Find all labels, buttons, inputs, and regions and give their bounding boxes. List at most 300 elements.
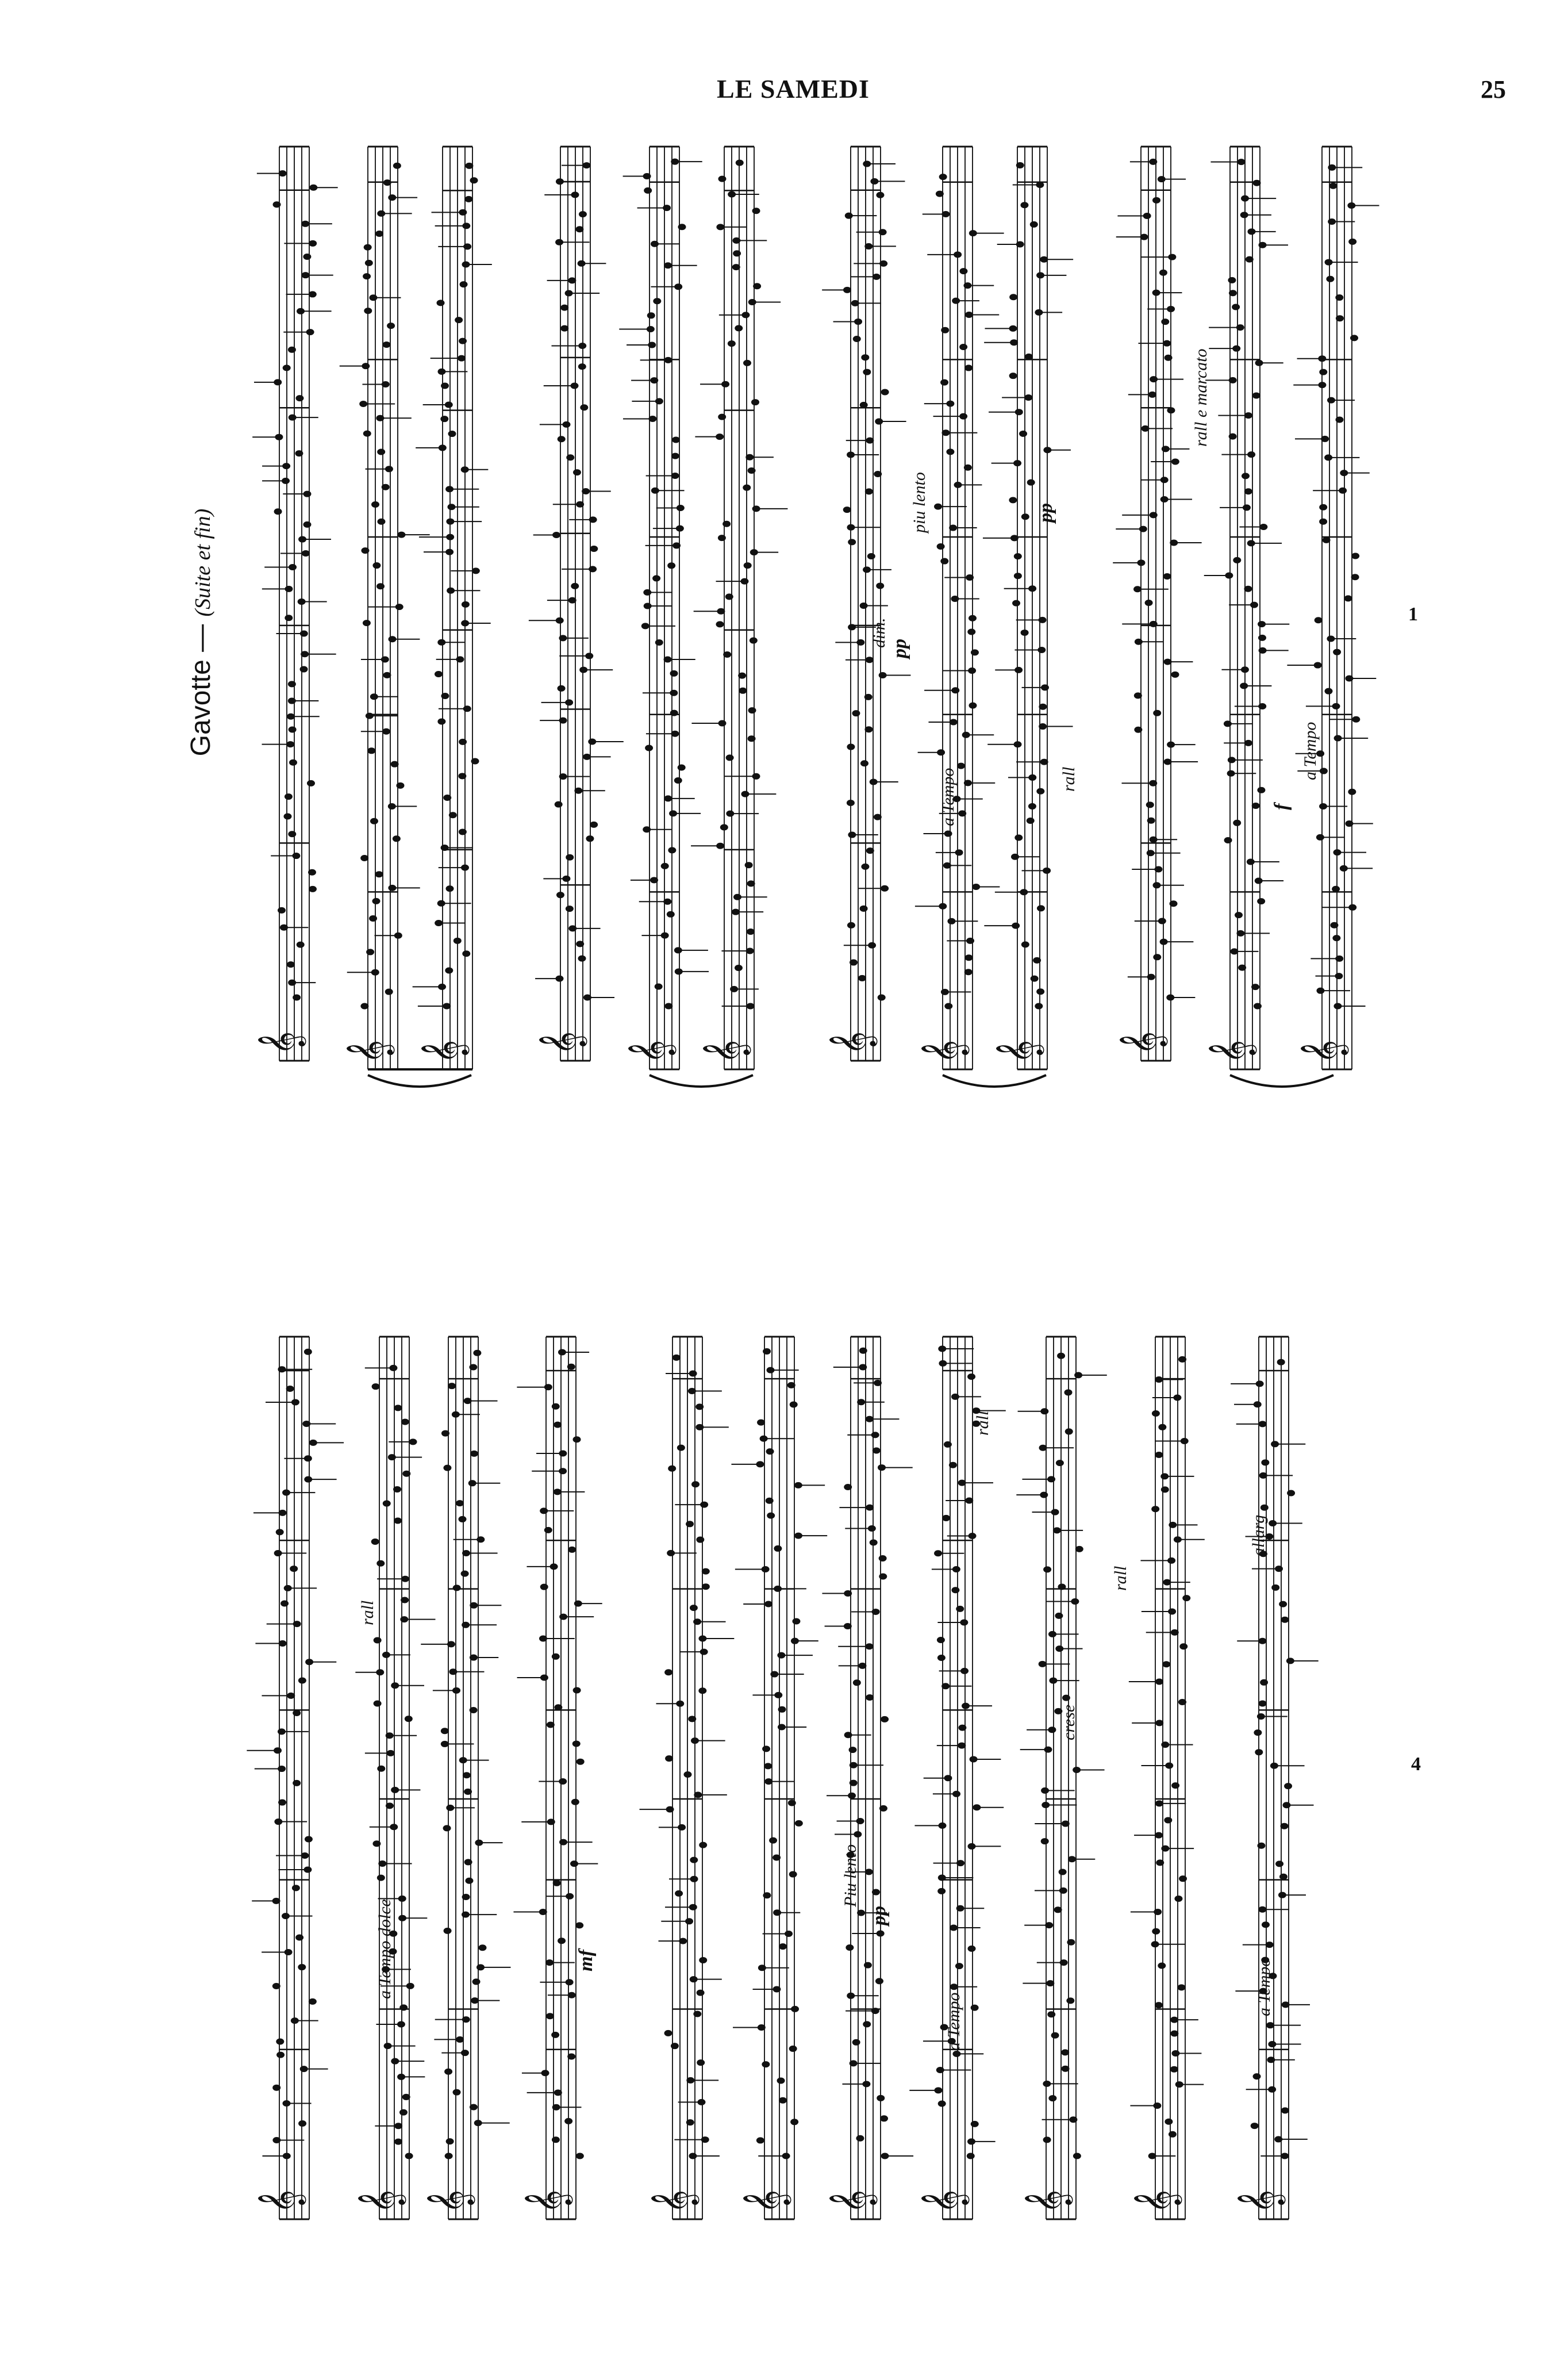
staff-top-4-1-note bbox=[735, 325, 743, 331]
staff-top-8-1-note bbox=[1351, 574, 1359, 580]
staff-bottom-8-note bbox=[955, 1963, 963, 1969]
staff-top-4-1-note bbox=[748, 467, 756, 474]
staff-bottom-9-note bbox=[1065, 1428, 1073, 1434]
staff-top-2-0-note bbox=[363, 620, 371, 626]
staff-bottom-10-note bbox=[1152, 1928, 1160, 1935]
staff-bottom-5-note bbox=[697, 2059, 705, 2066]
staff-top-8-0-note bbox=[1257, 898, 1265, 904]
staff-top-4-1-clef: 𝄞 bbox=[702, 1039, 749, 1064]
staff-top-5-note bbox=[876, 192, 884, 198]
staff-top-6-0-note bbox=[944, 1003, 952, 1010]
staff-top-6-1-note bbox=[1019, 431, 1027, 437]
staff-top-4-1-note bbox=[753, 283, 761, 289]
staff-top-8-1-note bbox=[1333, 649, 1341, 655]
staff-top-7-note bbox=[1134, 727, 1142, 733]
staff-top-8-0-note bbox=[1235, 912, 1243, 918]
staff-bottom-1-note bbox=[293, 1780, 301, 1786]
staff-top-4-0-note bbox=[661, 863, 669, 869]
staff-bottom-10-note bbox=[1165, 2119, 1173, 2125]
staff-top-6-0-note bbox=[957, 763, 965, 769]
staff-bottom-10-note bbox=[1151, 1506, 1159, 1512]
staff-bottom-8-clef: 𝄞 bbox=[920, 2189, 967, 2213]
staff-top-3-note bbox=[558, 685, 566, 692]
staff-top-5-note bbox=[847, 744, 855, 750]
staff-bottom-4-note bbox=[567, 1364, 575, 1370]
staff-bottom-3-note bbox=[456, 1500, 464, 1506]
staff-bottom-3-note bbox=[473, 1350, 481, 1356]
staff-top-3-note bbox=[575, 226, 583, 232]
staff-bottom-1-note bbox=[298, 1678, 306, 1684]
staff-bottom-6-note bbox=[762, 1745, 770, 1752]
staff-top-8-1-note bbox=[1319, 519, 1327, 525]
staff-top-4-1-note bbox=[720, 824, 728, 831]
staff-bottom-9-note bbox=[1059, 1869, 1067, 1875]
staff-bottom-11-note bbox=[1253, 2073, 1261, 2080]
staff-bottom-6-note bbox=[762, 2061, 770, 2067]
staff-top-1-note bbox=[288, 831, 296, 837]
staff-top-5-note bbox=[860, 402, 868, 408]
staff-bottom-4-note bbox=[572, 1740, 581, 1747]
staff-bottom-9-note bbox=[1056, 1460, 1064, 1466]
staff-top-6-1-note bbox=[1009, 373, 1017, 379]
staff-bottom-6-note bbox=[778, 1706, 786, 1713]
staff-bottom-5-note bbox=[688, 1716, 696, 1722]
staff-top-7-note bbox=[1171, 672, 1179, 678]
staff-top-2-1-note bbox=[448, 431, 456, 437]
staff-top-3-note bbox=[590, 546, 598, 552]
staff-bottom-8-note bbox=[937, 1655, 946, 1661]
staff-bottom-9-note bbox=[1051, 2032, 1059, 2039]
staff-bottom-4-note bbox=[567, 2053, 575, 2059]
staff-bottom-3-note bbox=[472, 1978, 481, 1985]
staff-top-4-1-note bbox=[726, 754, 734, 761]
staff-top-5-note bbox=[853, 336, 861, 342]
marking-rall-b3: rall bbox=[1111, 1566, 1130, 1591]
staff-top-8-1-note bbox=[1324, 688, 1332, 695]
staff-top-8-0-note bbox=[1233, 820, 1241, 826]
staff-top-6-1-note bbox=[1014, 573, 1022, 579]
staff-top-2-0-note bbox=[377, 519, 385, 525]
staff-top-8-1-note bbox=[1329, 183, 1337, 189]
staff-bottom-1-note bbox=[295, 1935, 303, 1941]
staff-bottom-6-note bbox=[769, 1837, 777, 1844]
staff-top-4-1-note bbox=[736, 160, 744, 166]
staff-bottom-2-note bbox=[372, 1840, 381, 1847]
staff-bottom-2-note bbox=[383, 1501, 391, 1507]
staff-bottom-9-note bbox=[1041, 1838, 1049, 1844]
staff-top-6-1-note bbox=[1030, 221, 1038, 228]
staff-top-4-1-note bbox=[752, 208, 760, 214]
staff-bottom-5-note bbox=[671, 2043, 679, 2049]
staff-top-6-1-note bbox=[1014, 835, 1023, 841]
staff-top-5-note bbox=[847, 922, 855, 929]
staff-bottom-4-note bbox=[546, 2013, 554, 2019]
staff-top-5-note bbox=[866, 847, 874, 854]
staff-bottom-7-note bbox=[856, 2135, 864, 2142]
staff-bottom-11-note bbox=[1275, 1860, 1283, 1867]
staff-top-7-note bbox=[1146, 801, 1154, 808]
brace-1 bbox=[650, 1075, 753, 1087]
staff-top-2-0-note bbox=[375, 871, 383, 877]
staff-top-4-0-note bbox=[678, 765, 686, 771]
staff-bottom-3-note bbox=[443, 1825, 451, 1831]
staff-bottom-11-note bbox=[1254, 1729, 1262, 1736]
staff-bottom-4-note bbox=[564, 2118, 572, 2124]
staff-top-8-1-clef: 𝄞 bbox=[1300, 1039, 1347, 1064]
staff-bottom-6-note bbox=[774, 1545, 782, 1552]
marking-allarg: allarg bbox=[1249, 1514, 1268, 1556]
staff-bottom-5-note bbox=[686, 1521, 694, 1527]
staff-top-2-0-note bbox=[376, 583, 385, 589]
staff-bottom-5-note bbox=[683, 1771, 691, 1778]
staff-top-5-note bbox=[863, 369, 871, 375]
staff-bottom-10-note bbox=[1152, 1410, 1160, 1417]
staff-bottom-4-note bbox=[571, 1799, 579, 1805]
staff-bottom-3-note bbox=[470, 1451, 478, 1457]
staff-top-7-note bbox=[1134, 692, 1142, 699]
staff-top-7-note bbox=[1152, 197, 1160, 204]
staff-top-3-note bbox=[576, 941, 584, 947]
staff-bottom-6-note bbox=[764, 1763, 772, 1769]
staff-bottom-2-note bbox=[402, 2094, 410, 2100]
staff-top-8-0-note bbox=[1252, 392, 1260, 398]
staff-bottom-6-note bbox=[763, 1348, 771, 1355]
staff-top-5-note bbox=[847, 800, 855, 806]
staff-top-6-1-note bbox=[1035, 1003, 1043, 1010]
staff-top-2-0-note bbox=[385, 989, 393, 995]
marking-pp-2: pp bbox=[1035, 503, 1056, 523]
staff-top-2-0-note bbox=[363, 273, 371, 279]
staff-bottom-2-note bbox=[399, 2109, 408, 2116]
staff-bottom-1-note bbox=[276, 2052, 285, 2058]
staff-bottom-10-note bbox=[1158, 1963, 1166, 1969]
staff-bottom-7-note bbox=[870, 1539, 878, 1545]
staff-bottom-5-note bbox=[698, 1687, 706, 1694]
staff-top-6-1-note bbox=[1031, 976, 1039, 982]
staff-bottom-4-note bbox=[558, 1938, 566, 1944]
staff-bottom-1-note bbox=[298, 2120, 306, 2127]
staff-top-6-1-clef: 𝄞 bbox=[995, 1039, 1042, 1064]
staff-bottom-2-note bbox=[393, 1486, 401, 1493]
staff-top-8-0-note bbox=[1244, 488, 1252, 494]
marking-a-tempo: a Tempo bbox=[939, 768, 958, 826]
staff-top-5-note bbox=[860, 906, 868, 912]
staff-bottom-10-note bbox=[1161, 1486, 1169, 1493]
staff-bottom-3-clef: 𝄞 bbox=[426, 2189, 473, 2213]
marking-rall-e-marcato: rall e marcato bbox=[1192, 348, 1210, 447]
staff-top-2-1-note bbox=[460, 281, 468, 287]
staff-top-8-0-note bbox=[1242, 473, 1250, 479]
staff-top-3-note bbox=[556, 892, 564, 898]
staff-top-7-clef: 𝄞 bbox=[1119, 1031, 1166, 1055]
staff-bottom-3-note bbox=[470, 2104, 478, 2110]
staff-bottom-3-note bbox=[463, 1772, 471, 1778]
staff-top-3-note bbox=[560, 305, 568, 311]
staff-bottom-9-note bbox=[1073, 2153, 1081, 2159]
staff-top-2-1-note bbox=[435, 671, 443, 677]
staff-top-2-0-note bbox=[383, 342, 391, 348]
staff-top-4-1-note bbox=[718, 414, 726, 420]
staff-bottom-1-note bbox=[276, 2039, 284, 2045]
staff-bottom-1-note bbox=[276, 1529, 284, 1535]
staff-bottom-9-note bbox=[1061, 2049, 1069, 2055]
staff-top-6-1-note bbox=[1016, 162, 1024, 168]
staff-top-1-note bbox=[293, 995, 301, 1001]
staff-bottom-9-note bbox=[1075, 1546, 1083, 1552]
staff-bottom-8-note bbox=[942, 1515, 950, 1521]
staff-top-6-1-note bbox=[1027, 479, 1035, 486]
staff-top-8-1-note bbox=[1315, 617, 1323, 623]
staff-top-6-1-note bbox=[1021, 630, 1029, 636]
staff-top-1-note bbox=[307, 780, 315, 787]
staff-top-5-note bbox=[843, 507, 851, 513]
staff-bottom-7-note bbox=[866, 1694, 874, 1701]
staff-bottom-11-note bbox=[1257, 1843, 1265, 1849]
staff-top-8-1-note bbox=[1319, 504, 1327, 511]
staff-bottom-10-note bbox=[1178, 1356, 1186, 1363]
staff-top-2-0-note bbox=[372, 562, 381, 569]
staff-bottom-2-note bbox=[386, 1802, 394, 1809]
staff-top-5-note bbox=[850, 960, 858, 966]
staff-top-8-0-note bbox=[1228, 277, 1236, 283]
staff-top-4-0-note bbox=[655, 983, 663, 989]
staff-top-2-0-note bbox=[370, 818, 378, 824]
staff-top-6-1-note bbox=[1009, 497, 1017, 503]
running-title: LE SAMEDI bbox=[717, 74, 870, 103]
staff-top-1-note bbox=[289, 759, 297, 766]
staff-bottom-11-note bbox=[1287, 1490, 1295, 1496]
staff-top-5-note bbox=[881, 389, 889, 396]
staff-top-6-0-note bbox=[959, 344, 967, 350]
staff-top-4-1-note bbox=[718, 176, 726, 182]
staff-bottom-7-note bbox=[846, 1944, 854, 1951]
staff-top-8-0-note bbox=[1253, 180, 1261, 186]
staff-top-2-0-note bbox=[367, 747, 375, 754]
staff-top-2-1-note bbox=[471, 758, 479, 764]
staff-bottom-3-note bbox=[461, 1571, 469, 1577]
staff-bottom-6-note bbox=[779, 1943, 787, 1950]
staff-bottom-9-note bbox=[1048, 2095, 1056, 2101]
staff-top-6-0-note bbox=[967, 628, 975, 635]
staff-top-6-0-note bbox=[964, 969, 973, 975]
staff-bottom-10-note bbox=[1158, 1424, 1166, 1430]
staff-top-4-1-note bbox=[728, 340, 736, 347]
staff-top-1-note bbox=[289, 727, 297, 733]
staff-bottom-11-note bbox=[1281, 2107, 1289, 2113]
staff-top-4-1-note bbox=[743, 485, 751, 491]
staff-bottom-11-note bbox=[1277, 1359, 1285, 1365]
staff-bottom-8-note bbox=[956, 1606, 964, 1612]
staff-bottom-6-note bbox=[757, 1419, 765, 1426]
staff-bottom-7-note bbox=[849, 1747, 857, 1753]
staff-top-2-1-note bbox=[437, 718, 445, 724]
staff-top-6-1-note bbox=[1014, 553, 1022, 559]
staff-top-1-note bbox=[303, 254, 311, 260]
staff-bottom-1-note bbox=[292, 1885, 300, 1891]
staff-bottom-4-note bbox=[575, 1922, 583, 1928]
staff-top-4-0-note bbox=[671, 453, 679, 459]
staff-top-8-0-note bbox=[1257, 787, 1265, 793]
staff-bottom-11-note bbox=[1271, 1584, 1279, 1591]
staff-bottom-5-note bbox=[693, 2011, 701, 2017]
staff-bottom-4-note bbox=[547, 1721, 555, 1728]
staff-top-2-0-clef: 𝄞 bbox=[345, 1039, 393, 1064]
staff-top-6-0-note bbox=[940, 379, 948, 386]
staff-bottom-5-note bbox=[702, 1568, 710, 1575]
staff-top-6-1-note bbox=[1039, 704, 1047, 710]
staff-top-5-note bbox=[858, 975, 866, 981]
staff-bottom-5-note bbox=[690, 1605, 698, 1611]
staff-top-7-note bbox=[1145, 600, 1153, 606]
staff-top-4-0-note bbox=[678, 224, 686, 230]
staff-top-6-0-note bbox=[964, 465, 972, 471]
staff-bottom-8-note bbox=[944, 1441, 952, 1448]
staff-bottom-2-note bbox=[405, 2153, 413, 2159]
staff-bottom-1-note bbox=[304, 1349, 312, 1355]
staff-bottom-6-note bbox=[787, 1382, 795, 1388]
staff-bottom-5-note bbox=[702, 1583, 710, 1590]
brace-0 bbox=[368, 1075, 471, 1087]
staff-top-8-1-note bbox=[1344, 595, 1352, 601]
staff-bottom-10-note bbox=[1182, 1595, 1190, 1601]
staff-bottom-11-note bbox=[1279, 1601, 1287, 1607]
staff-top-2-0-note bbox=[366, 949, 374, 955]
staff-top-5-note bbox=[874, 471, 882, 477]
staff-bottom-7-note bbox=[877, 2095, 885, 2101]
staff-top-4-1-note bbox=[739, 688, 747, 694]
staff-top-7-note bbox=[1161, 319, 1169, 325]
staff-top-5-note bbox=[852, 710, 860, 716]
staff-bottom-1-note bbox=[293, 1710, 301, 1716]
staff-bottom-7-note bbox=[875, 1978, 883, 1984]
staff-top-5-note bbox=[874, 814, 882, 820]
staff-bottom-10-note bbox=[1170, 2031, 1178, 2037]
staff-top-1-note bbox=[273, 201, 281, 208]
staff-bottom-5-note bbox=[675, 1890, 683, 1897]
staff-bottom-6-note bbox=[789, 2046, 797, 2052]
staff-top-6-1-note bbox=[1036, 788, 1044, 795]
staff-bottom-10-note bbox=[1174, 1896, 1182, 1902]
staff-top-1-note bbox=[288, 681, 296, 687]
staff-top-3-note bbox=[578, 363, 586, 370]
staff-top-2-0-note bbox=[383, 179, 391, 186]
staff-bottom-6-note bbox=[795, 1820, 803, 1827]
staff-bottom-10-note bbox=[1178, 1699, 1186, 1705]
staff-top-6-1-note bbox=[1021, 513, 1029, 520]
staff-top-4-1-note bbox=[751, 399, 759, 405]
staff-top-2-1-note bbox=[458, 773, 466, 779]
staff-bottom-4-clef: 𝄞 bbox=[524, 2189, 571, 2213]
staff-top-3-note bbox=[573, 469, 581, 475]
staff-top-3-note bbox=[558, 436, 566, 442]
staff-top-3-note bbox=[579, 211, 587, 217]
staff-top-8-0-note bbox=[1252, 803, 1260, 809]
staff-bottom-2-clef: 𝄞 bbox=[357, 2189, 404, 2213]
staff-top-5-note bbox=[878, 995, 886, 1001]
staff-bottom-8-note bbox=[937, 1888, 946, 1894]
staff-top-6-1-note bbox=[1012, 600, 1020, 607]
staff-bottom-3-note bbox=[453, 2089, 461, 2096]
staff-bottom-9-note bbox=[1066, 1997, 1074, 2004]
staff-top-1-note bbox=[278, 907, 286, 914]
staff-bottom-2-note bbox=[401, 1597, 409, 1603]
staff-top-2-1-note bbox=[459, 739, 467, 745]
marking-a-tempo-b2: a Tempo bbox=[1255, 1958, 1274, 2016]
staff-top-8-0-note bbox=[1232, 304, 1240, 310]
staff-bottom-4-note bbox=[576, 2153, 584, 2159]
staff-top-6-0-note bbox=[937, 543, 945, 550]
staff-bottom-9-note bbox=[1054, 1906, 1062, 1913]
staff-top-8-0-note bbox=[1238, 965, 1246, 971]
staff-top-4-0-note bbox=[670, 710, 678, 716]
staff-top-4-1-note bbox=[718, 535, 726, 541]
staff-bottom-6-note bbox=[779, 2097, 787, 2104]
staff-bottom-7-note bbox=[852, 2039, 860, 2046]
staff-top-6-1-note bbox=[1025, 354, 1033, 360]
staff-top-8-1-note bbox=[1319, 369, 1327, 375]
staff-bottom-2-note bbox=[376, 1560, 385, 1567]
staff-top-2-0-note bbox=[396, 782, 404, 789]
staff-bottom-7-note bbox=[859, 1348, 867, 1354]
staff-top-5-note bbox=[861, 354, 869, 360]
staff-top-3-note bbox=[586, 835, 594, 842]
staff-top-8-1-note bbox=[1348, 239, 1356, 245]
staff-bottom-2-note bbox=[405, 1716, 413, 1722]
staff-bottom-5-note bbox=[699, 1842, 707, 1848]
staff-bottom-9-note bbox=[1057, 1353, 1065, 1359]
staff-top-1-note bbox=[308, 869, 316, 876]
staff-top-7-note bbox=[1163, 573, 1171, 580]
staff-bottom-6-note bbox=[789, 1871, 797, 1878]
staff-top-7-note bbox=[1167, 407, 1175, 413]
staff-top-2-1-note bbox=[441, 383, 449, 389]
staff-bottom-7-note bbox=[873, 1448, 881, 1454]
staff-top-4-1-note bbox=[745, 862, 753, 868]
staff-bottom-1-note bbox=[305, 1836, 313, 1843]
marking-dim: dim. bbox=[870, 617, 889, 648]
staff-bottom-1-note bbox=[286, 1386, 294, 1392]
staff-top-2-0-note bbox=[364, 244, 372, 251]
staff-top-4-0-note bbox=[672, 436, 680, 443]
staff-bottom-10-note bbox=[1156, 1859, 1164, 1866]
staff-top-1-note bbox=[295, 395, 303, 401]
staff-top-3-note bbox=[566, 454, 574, 461]
staff-top-1-note bbox=[274, 508, 282, 515]
staff-top-2-1-note bbox=[455, 317, 463, 323]
staff-bottom-5-note bbox=[668, 1465, 676, 1472]
staff-bottom-4-note bbox=[573, 1436, 581, 1442]
staff-top-3-note bbox=[566, 854, 574, 861]
staff-top-2-1-note bbox=[464, 196, 472, 202]
staff-top-8-0-note bbox=[1244, 586, 1252, 592]
staff-top-4-0-note bbox=[674, 777, 682, 784]
staff-top-2-0-note bbox=[364, 308, 372, 314]
staff-top-7-note bbox=[1170, 900, 1178, 907]
staff-top-2-0-note bbox=[363, 431, 371, 437]
staff-top-4-0-note bbox=[653, 298, 661, 304]
staff-bottom-1-note bbox=[272, 1983, 280, 1989]
staff-top-2-0-note bbox=[393, 835, 401, 842]
staff-top-4-1-note bbox=[733, 250, 741, 256]
staff-top-5-note bbox=[864, 726, 873, 732]
staff-top-3-note bbox=[571, 583, 579, 589]
staff-bottom-7-clef: 𝄞 bbox=[828, 2189, 875, 2213]
staff-bottom-7-note bbox=[879, 1573, 887, 1579]
staff-bottom-7-note bbox=[879, 1555, 887, 1562]
staff-top-6-1-note bbox=[1037, 905, 1045, 911]
staff-bottom-1-note bbox=[298, 1964, 306, 1970]
marking-piu-lento-b: Piu lento bbox=[841, 1844, 860, 1907]
